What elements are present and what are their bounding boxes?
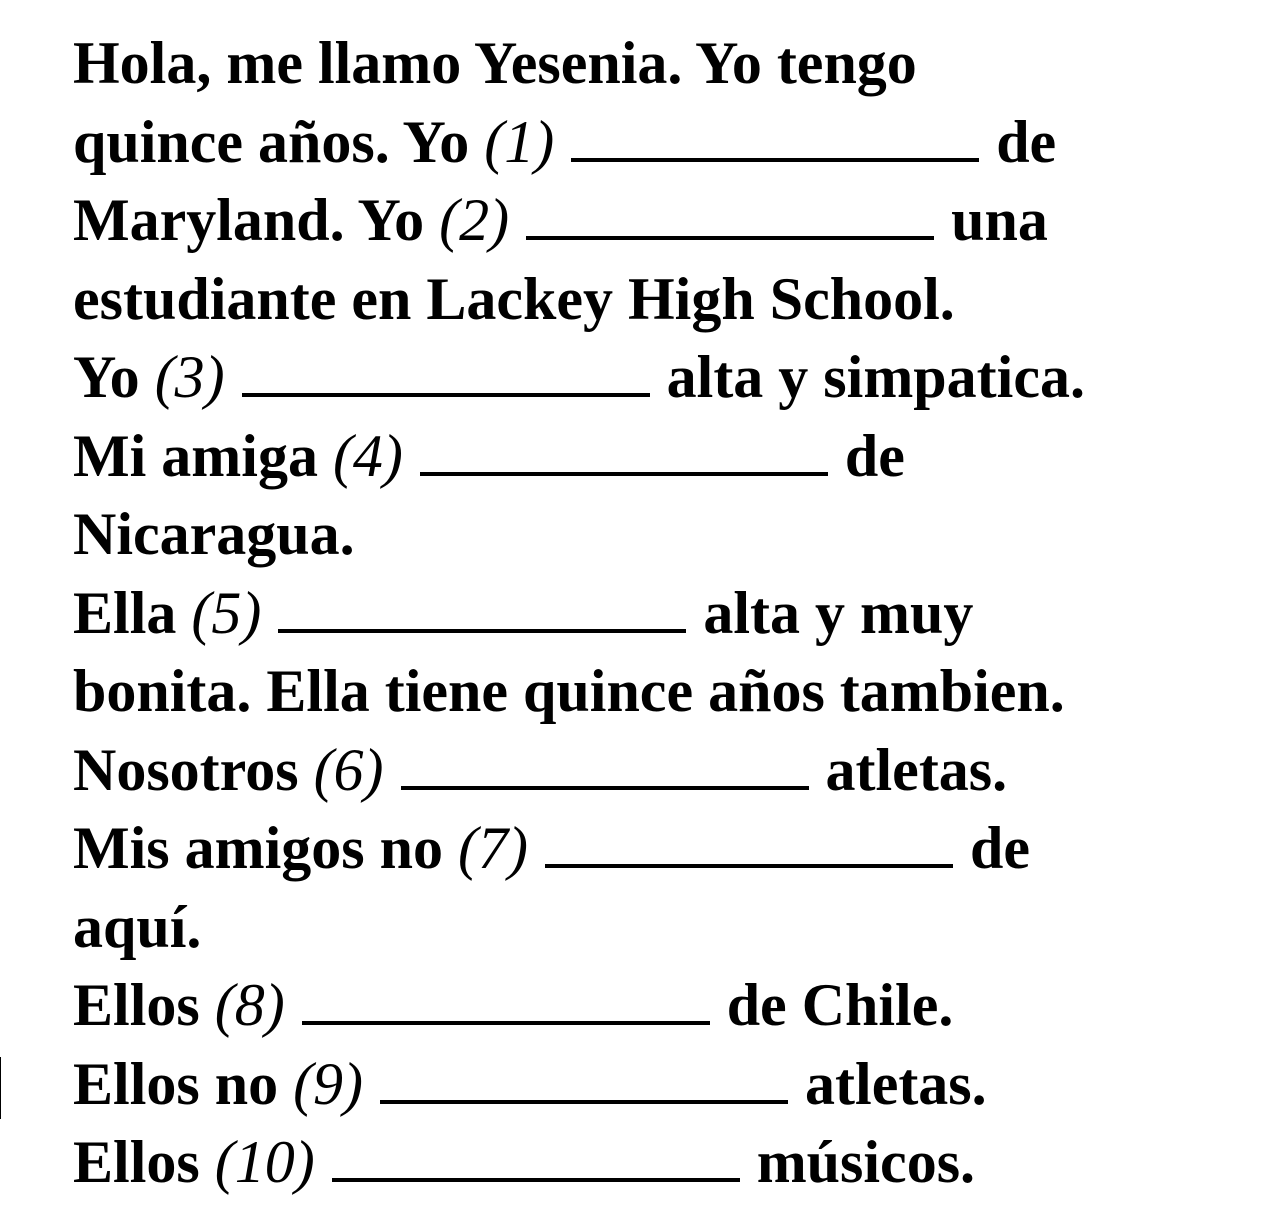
document-body [73,24,1253,1202]
answer-blank[interactable] [278,629,686,633]
paragraph-text: estudiante en Lackey High School. [73,265,955,332]
paragraph-text: Mi amiga [73,422,333,489]
text-line [73,809,1253,888]
paragraph-text: Nicaragua. [73,501,355,567]
answer-blank[interactable] [526,236,934,240]
answer-blank[interactable] [302,1021,710,1025]
answer-blank[interactable] [242,393,650,397]
text-line [73,1045,1253,1124]
paragraph-text: de [829,422,905,489]
blank-number: (9) [293,1050,364,1117]
paragraph-text [509,187,524,253]
blank-number: (8) [214,972,285,1038]
blank-number: (10) [214,1129,315,1195]
text-line [73,1123,1253,1202]
paragraph-text [403,423,418,489]
text-line [73,574,1253,653]
worksheet-document [73,24,1253,1202]
blank-number: (4) [332,422,403,489]
paragraph-text: Ella [73,579,192,646]
paragraph-text: alta y simpatica. [651,344,1085,410]
blank-number: (3) [154,344,225,410]
paragraph-text: Mis amigos no [73,815,459,881]
blank-number: (2) [439,187,510,253]
paragraph-text: de [955,815,1030,881]
paragraph-text: Ellos [73,1129,215,1195]
paragraph-text: Hola, me llamo Yesenia. Yo tengo [73,30,917,96]
paragraph-text [554,109,569,175]
paragraph-text: Ellos [73,972,215,1038]
paragraph-text: Yo [73,344,155,410]
paragraph-text: Maryland. Yo [73,187,440,253]
text-line [73,181,1253,260]
answer-blank[interactable] [380,1100,788,1104]
paragraph-text [528,815,543,881]
paragraph-text: una [936,187,1048,253]
paragraph-text: aquí. [73,893,202,960]
text-line [73,495,1253,574]
paragraph-text: atletas. [810,736,1008,803]
text-line [73,260,1253,339]
blank-number: (5) [191,579,262,646]
blank-number: (7) [458,815,528,881]
paragraph-text: músicos. [741,1129,976,1195]
paragraph-text: alta y muy [688,579,974,646]
text-cursor [0,1057,1,1119]
text-line [73,103,1253,182]
paragraph-text [315,1129,330,1195]
answer-blank[interactable] [401,786,809,790]
paragraph-text: Ellos no [73,1050,294,1117]
blank-number: (1) [484,108,555,175]
answer-blank[interactable] [420,472,828,476]
paragraph-text [261,580,276,646]
text-line [73,24,1253,103]
blank-number: (6) [313,736,384,803]
text-line [73,652,1253,731]
paragraph-text: quince años. Yo [73,108,485,175]
paragraph-text: de Chile. [711,972,954,1038]
answer-blank[interactable] [571,158,979,162]
paragraph-text [384,737,399,803]
text-line [73,338,1253,417]
paragraph-text: atletas. [790,1050,987,1117]
paragraph-text: Nosotros [73,736,314,803]
paragraph-text [363,1051,378,1117]
text-line [73,888,1253,967]
text-line [73,417,1253,496]
paragraph-text [225,344,240,410]
paragraph-text: bonita. Ella tiene quince años tambien. [73,658,1065,724]
answer-blank[interactable] [332,1178,740,1182]
text-line [73,966,1253,1045]
paragraph-text: de [981,108,1057,175]
answer-blank[interactable] [545,864,953,868]
paragraph-text [285,972,300,1038]
text-line [73,731,1253,810]
